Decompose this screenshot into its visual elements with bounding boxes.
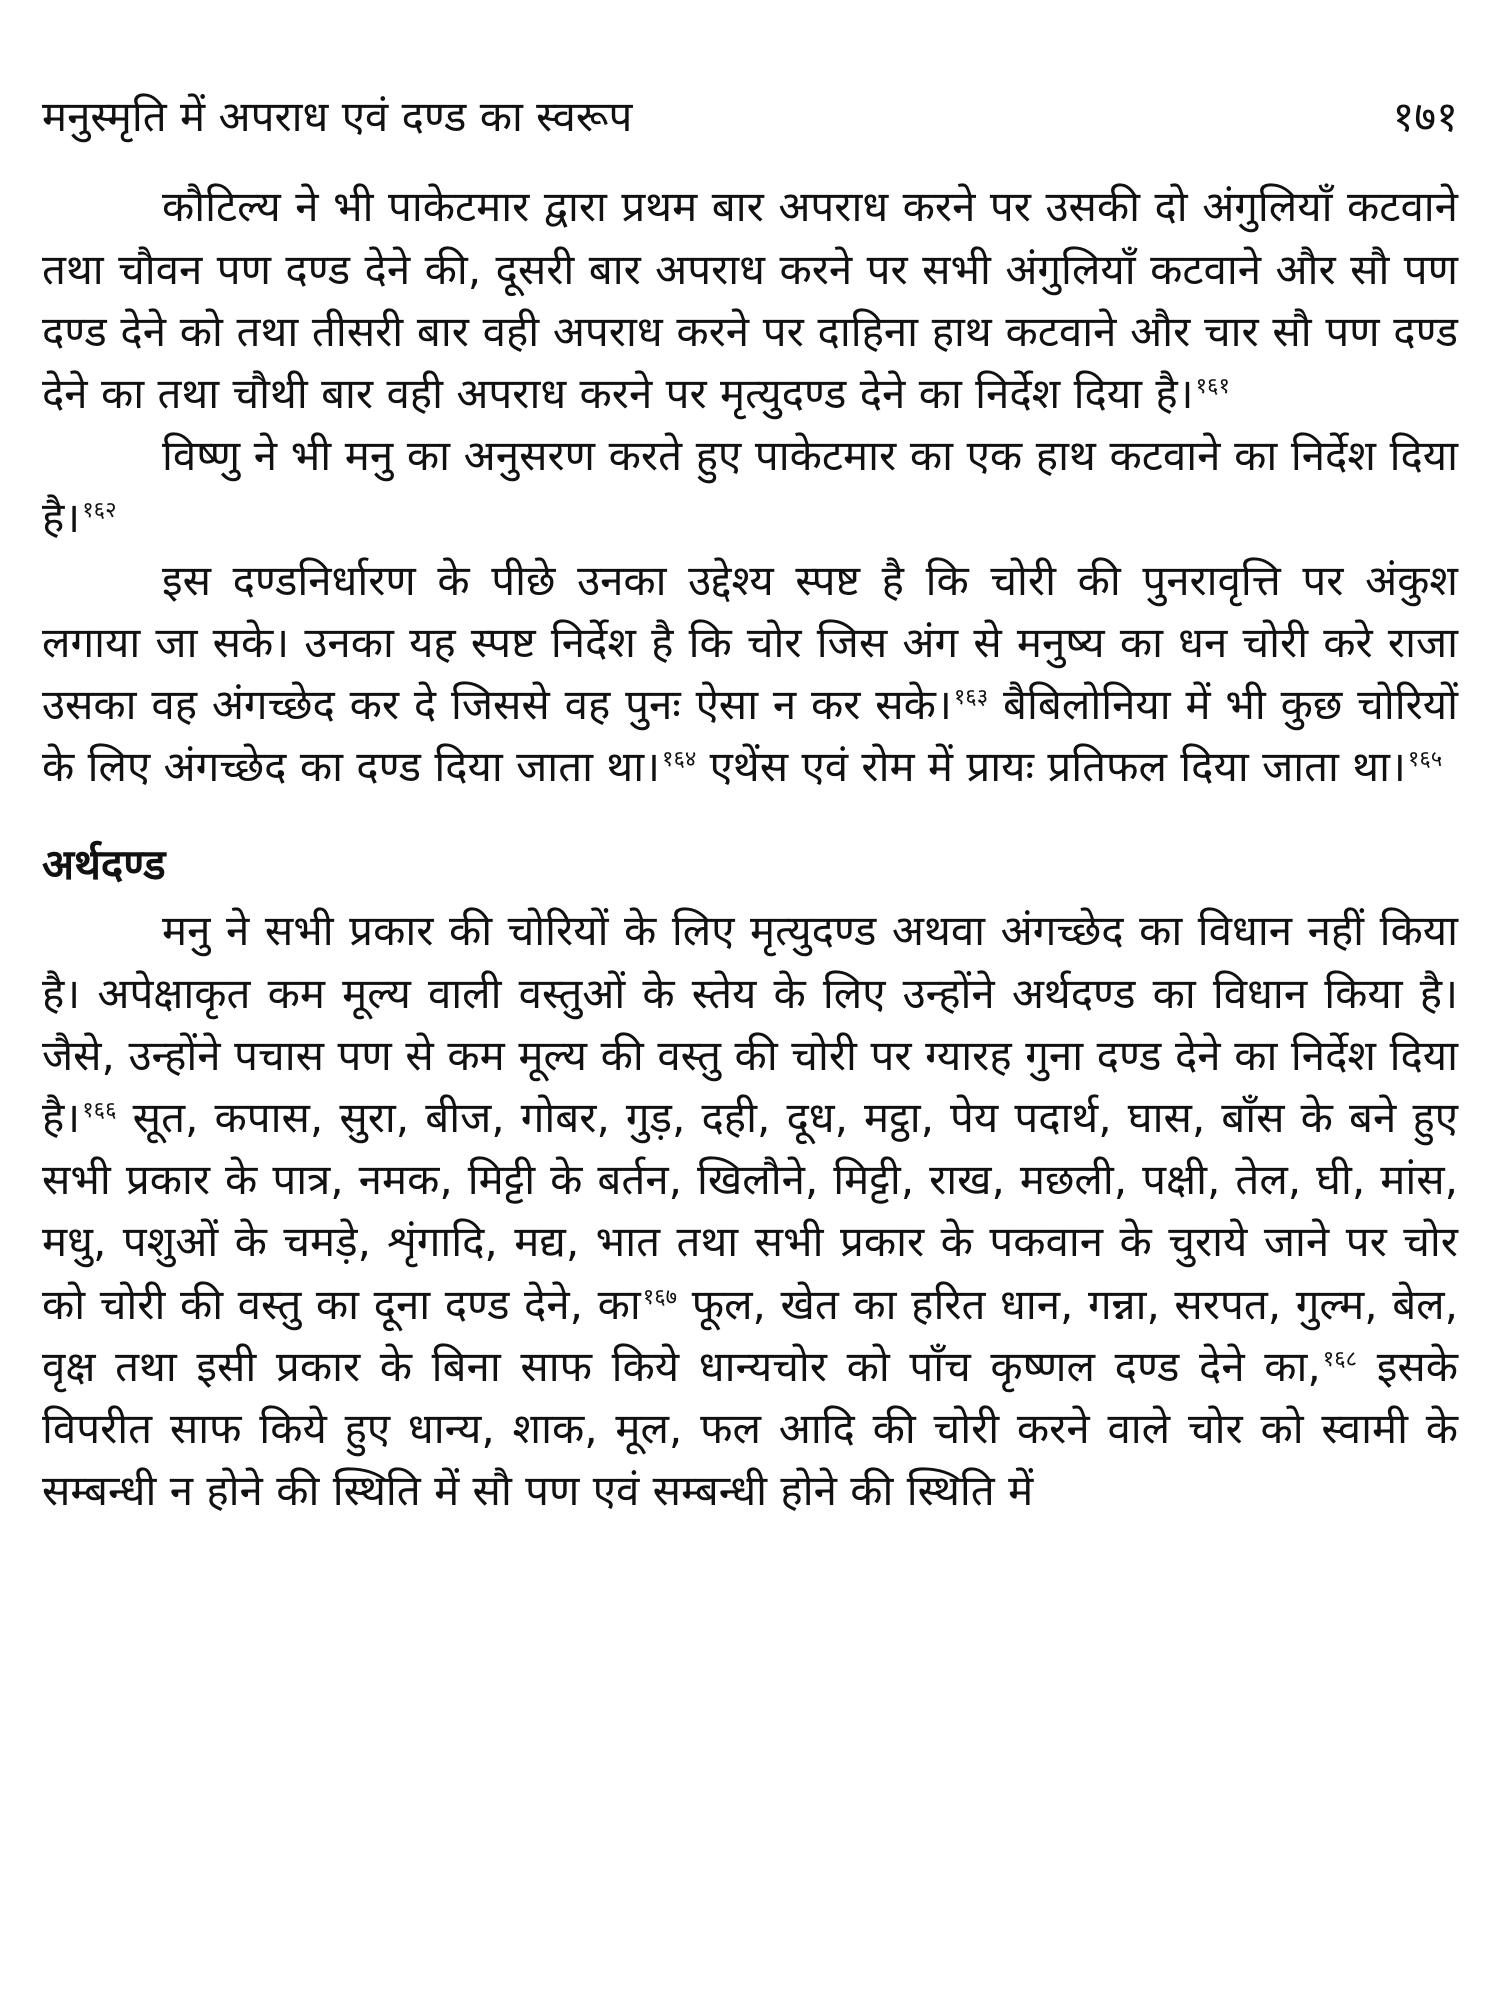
paragraph-kautilya (42, 176, 1458, 425)
footnote-marker: १६६ (82, 1098, 117, 1124)
paragraph-text: बैबिलोनिया में भी कुछ चोरियों के लिए अंगच्छेद का दण्ड दिया जाता था। (42, 680, 1458, 792)
running-title: मनुस्मृति में अपराध एवं दण्ड का स्वरूप (42, 92, 633, 141)
page-number: १७१ (1392, 92, 1458, 141)
paragraph-text: इस दण्डनिर्धारण के पीछे उनका उद्देश्य स्पष्ट है कि चोरी की पुनरावृत्ति पर अंकुश लगाया जा सके। उनका यह स्पष्ट निर्देश है कि चोर जिस अंग से मनुष्य का धन चोरी करे राजा उसका वह अंगच्छेद कर दे जिससे वह पुनः ऐसा न कर सके। (42, 555, 1458, 730)
paragraph-text: फूल, खेत का हरित धान, गन्ना, सरपत, गुल्म, बेल, वृक्ष तथा इसी प्रकार के बिना साफ किये धान्यचोर को पाँच कृष्णल दण्ड देने का, (42, 1279, 1459, 1391)
footnote-marker: १६७ (642, 1284, 678, 1310)
paragraph-vishnu (42, 425, 1458, 549)
footnote-marker: १६१ (1195, 374, 1230, 399)
paragraph-text: विष्णु ने भी मनु का अनुसरण करते हुए पाकेटमार का एक हाथ कटवाने का निर्देश दिया है। (42, 431, 1458, 543)
footnote-marker: १६८ (1322, 1346, 1358, 1372)
footnote-marker: १६२ (82, 498, 117, 524)
footnote-marker: १६३ (953, 685, 989, 711)
footnote-marker: १६५ (1407, 747, 1443, 773)
paragraph-text: कौटिल्य ने भी पाकेटमार द्वारा प्रथम बार अपराध करने पर उसकी दो अंगुलियाँ कटवाने तथा चौवन पण दण्ड देने की, दूसरी बार अपराध करने पर सभी अंगुलियाँ कटवाने और सौ पण दण्ड देने को तथा तीसरी बार वही अपराध करने पर दाहिना हाथ कटवाने और चार सौ पण दण्ड देने का तथा चौथी बार वही अपराध करने पर मृत्युदण्ड देने का निर्देश दिया है। (42, 182, 1458, 418)
paragraph-text: सूत, कपास, सुरा, बीज, गोबर, गुड़, दही, दूध, मट्ठा, पेय पदार्थ, घास, बाँस के बने हुए सभी प्रकार के पात्र, नमक, मिट्टी के बर्तन, खिलौने, मिट्टी, राख, मछली, पक्षी, तेल, घी, मांस, मधु, पशुओं के चमड़े, शृंगादि, मद्य, भात तथा सभी प्रकार के पकवान के चुराये जाने पर चोर को चोरी की वस्तु का दूना दण्ड देने, का (42, 1093, 1458, 1329)
paragraph-text: एथेंस एवं रोम में प्रायः प्रतिफल दिया जाता था। (696, 742, 1406, 792)
footnote-marker: १६४ (662, 747, 697, 773)
running-header (42, 92, 1458, 142)
paragraph-purpose (42, 550, 1458, 799)
paragraph-text: मनु ने सभी प्रकार की चोरियों के लिए मृत्युदण्ड अथवा अंगच्छेद का विधान नहीं किया है। अपेक्षाकृत कम मूल्य वाली वस्तुओं के स्तेय के लिए उन्होंने अर्थदण्ड का विधान किया है। जैसे, उन्होंने पचास पण से कम मूल्य की वस्तु की चोरी पर ग्यारह गुना दण्ड देने का निर्देश दिया है। (42, 906, 1458, 1143)
section-heading: अर्थदण्ड (42, 840, 166, 890)
paragraph-arthadanda (42, 900, 1458, 1522)
paragraph-text: इसके विपरीत साफ किये हुए धान्य, शाक, मूल, फल आदि की चोरी करने वाले चोर को स्वामी के सम्बन्धी न होने की स्थिति में सौ पण एवं सम्बन्धी होने की स्थिति में (42, 1341, 1459, 1516)
